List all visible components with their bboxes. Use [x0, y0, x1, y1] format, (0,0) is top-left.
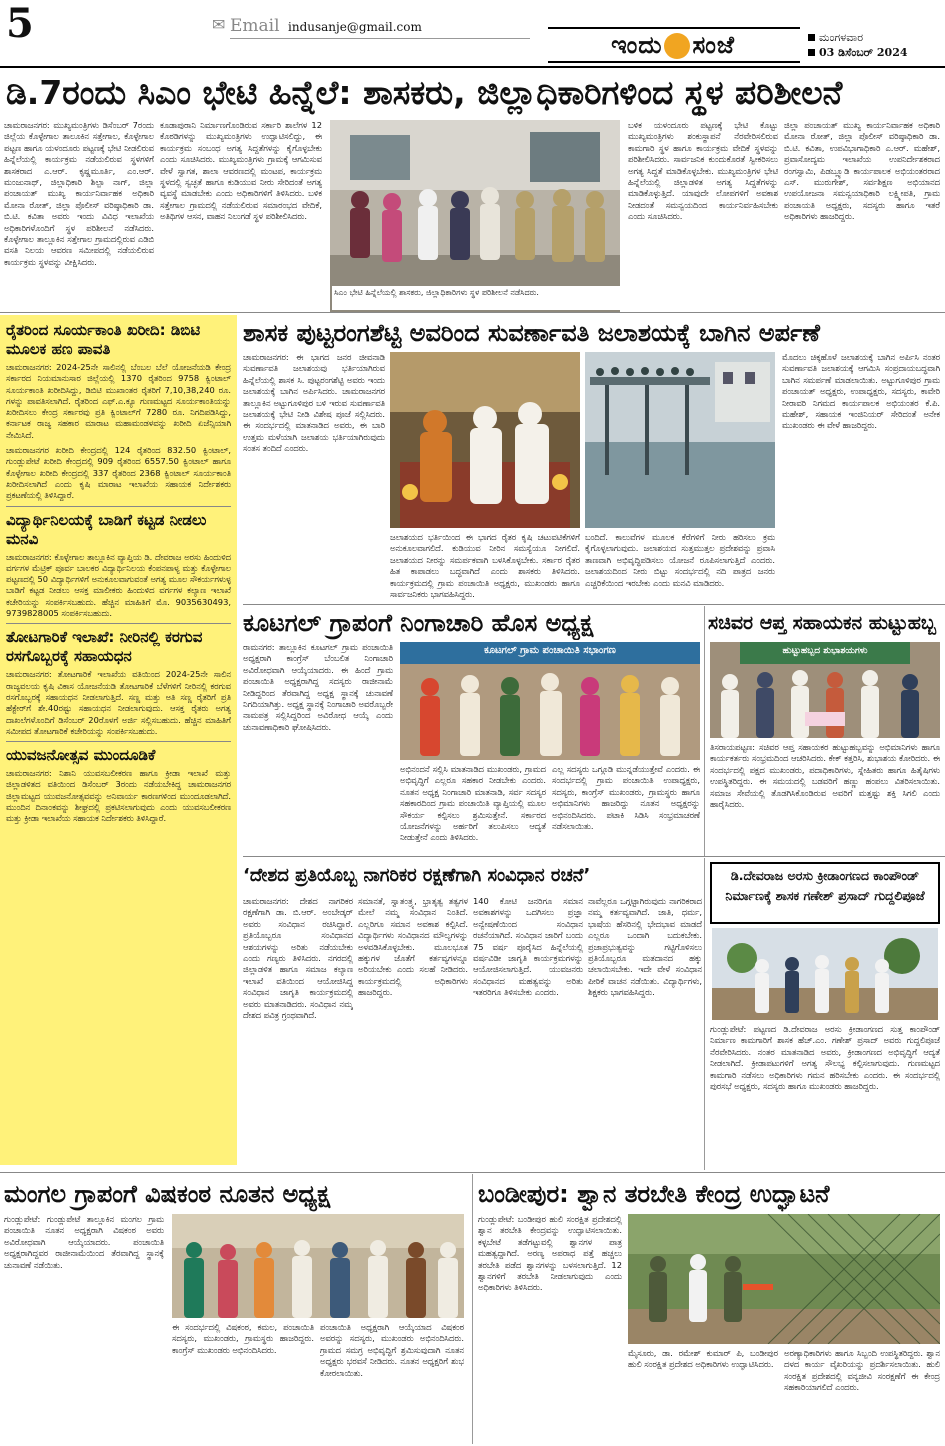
- yellow-s1-body2: ಚಾಮರಾಜನಗರ ಖರೀದಿ ಕೇಂದ್ರದಲ್ಲಿ 124 ರೈತರಿಂದ 832.50 ಕ್ವಿಂಟಾಲ್, ಗುಂಡ್ಲುಪೇಟೆ ಖರೀದಿ ಕೇಂದ್ರದಲ್ಲಿ 909 ರೈತರಿಂದ 6557.50 ಕ್ವಿಂಟಾಲ್ ಹಾಗೂ ಕೊಳ್ಳೇಗಾಲ ಖರೀದಿ ಕೇಂದ್ರದಲ್ಲಿ 337 ರೈತರಿಂದ 2368 ಕ್ವಿಂಟಾಲ್ ಸೂರ್ಯಕಾಂತಿ ಖರೀದಿಸಲಾಗಿದೆ ಎಂದು ಕೃಷಿ ಮಾರಾಟ ಇಲಾಖೆಯ ಸಹಾಯಕ ನಿರ್ದೇಶಕರು ಪ್ರಕಟಣೆಯಲ್ಲಿ ತಿಳಿಸಿದ್ದಾರೆ.: [6, 445, 231, 501]
- story7-caption: ಈ ಸಂದರ್ಭದಲ್ಲಿ ವಿಷಕಂಠ, ಕಮಲ, ಪಂಚಾಯಿತಿ ಸದಸ್ಯರು, ಮುಖಂಡರು, ಗ್ರಾಮಸ್ಥರು ಹಾಜರಿದ್ದರು. ಕಾಂಗ್ರೆಸ್ ಮುಖಂಡರು ಅಭಿನಂದಿಸಿದರು.: [172, 1322, 314, 1355]
- story6-headline[interactable]: ಡಿ.ದೇವರಾಜ ಅರಸು ಕ್ರೀಡಾಂಗಣದ ಕಾಂಪೌಂಡ್ ನಿರ್ಮಾಣಕ್ಕೆ ಶಾಸಕ ಗಣೇಶ್ ಪ್ರಸಾದ್ ಗುದ್ದಲಿಪೂಜೆ: [710, 862, 940, 924]
- story3-col1: ರಾಮನಗರ: ತಾಲ್ಲೂಕಿನ ಕೂಟಗಲ್ ಗ್ರಾಮ ಪಂಚಾಯಿತಿ ಅಧ್ಯಕ್ಷರಾಗಿ ಕಾಂಗ್ರೆಸ್ ಬೆಂಬಲಿತ ನಿಂಗಾಚಾರಿ ಅವಿರೋಧವಾಗಿ ಆಯ್ಕೆಯಾದರು. ಈ ಹಿಂದೆ ಗ್ರಾಮ ಪಂಚಾಯಿತಿ ಅಧ್ಯಕ್ಷರಾಗಿದ್ದ ಸದಸ್ಯರು ರಾಜೀನಾಮೆ ನೀಡಿದ್ದರಿಂದ ತೆರವಾಗಿದ್ದ ಅಧ್ಯಕ್ಷ ಸ್ಥಾನಕ್ಕೆ ಚುನಾವಣೆ ನಿಗದಿಯಾಗಿತ್ತು. ಅಧ್ಯಕ್ಷ ಸ್ಥಾನಕ್ಕೆ ನಿಂಗಾಚಾರಿ ಅವರೊಬ್ಬರೇ ನಾಮಪತ್ರ ಸಲ್ಲಿಸಿದ್ದರಿಂದ ಅವಿರೋಧ ಆಯ್ಕೆ ಎಂದು ಚುನಾವಣಾಧಿಕಾರಿ ಘೋಷಿಸಿದರು.: [243, 642, 393, 732]
- yellow-s4-headline[interactable]: ಯುವಜನೋತ್ಸವ ಮುಂದೂಡಿಕೆ: [6, 746, 156, 765]
- section-divider: [243, 604, 945, 605]
- story5-headline[interactable]: ‘ದೇಶದ ಪ್ರತಿಯೊಬ್ಬ ನಾಗರಿಕರ ರಕ್ಷಣೆಗಾಗಿ ಸಂವಿಧಾನ ರಚನೆ’: [243, 865, 591, 886]
- story8-headline[interactable]: ಬಂಡೀಪುರ: ಶ್ವಾನ ತರಬೇತಿ ಕೇಂದ್ರ ಉದ್ಘಾಟನೆ: [478, 1180, 830, 1208]
- reservoir-photo: [585, 352, 775, 528]
- story4-body: ತಿಸರಾಯಪಟ್ಟಣ: ಸಚಿವರ ಆಪ್ತ ಸಹಾಯಕರ ಹುಟ್ಟುಹಬ್ಬವನ್ನು ಅಭಿಮಾನಿಗಳು ಹಾಗೂ ಕಾರ್ಯಕರ್ತರು ಸಂಭ್ರಮದಿಂದ ಆಚರಿಸಿದರು. ಕೇಕ್ ಕತ್ತರಿಸಿ, ಶುಭಾಶಯ ಕೋರಿದರು. ಈ ಸಂದರ್ಭದಲ್ಲಿ ಪಕ್ಷದ ಮುಖಂಡರು, ಪದಾಧಿಕಾರಿಗಳು, ಸ್ನೇಹಿತರು ಹಾಗೂ ಹಿತೈಷಿಗಳು ಉಪಸ್ಥಿತರಿದ್ದರು. ಈ ಸಮಯದಲ್ಲಿ ಬಡವರಿಗೆ ಹಣ್ಣು ಹಂಪಲು ವಿತರಿಸಲಾಯಿತು. ಸಮಾಜ ಸೇವೆಯಲ್ಲಿ ತೊಡಗಿಸಿಕೊಂಡಿರುವ ಅವರಿಗೆ ಮತ್ತಷ್ಟು ಶಕ್ತಿ ಸಿಗಲಿ ಎಂದು ಹಾರೈಸಿದರು.: [710, 742, 940, 810]
- envelope-icon: ✉: [212, 15, 226, 34]
- story2-headline[interactable]: ಶಾಸಕ ಪುಟ್ಟರಂಗಶೆಟ್ಟಿ ಅವರಿಂದ ಸುವರ್ಣಾವತಿ ಜಲಾಶಯಕ್ಕೆ ಬಾಗಿನ ಅರ್ಪಣೆ: [243, 319, 820, 347]
- story7-headline[interactable]: ಮಂಗಲ ಗ್ರಾಪಂಗೆ ವಿಷಕಂಠ ನೂತನ ಅಧ್ಯಕ್ಷ: [4, 1180, 331, 1208]
- story6-body: ಗುಂಡ್ಲುಪೇಟೆ: ಪಟ್ಟಣದ ಡಿ.ದೇವರಾಜ ಅರಸು ಕ್ರೀಡಾಂಗಣದ ಸುತ್ತ ಕಾಂಪೌಂಡ್ ನಿರ್ಮಾಣ ಕಾಮಗಾರಿಗೆ ಶಾಸಕ ಹೆಚ್.ಎಂ. ಗಣೇಶ್ ಪ್ರಸಾದ್ ಅವರು ಗುದ್ದಲಿಪೂಜೆ ನೆರವೇರಿಸಿದರು. ನಂತರ ಮಾತನಾಡಿದ ಅವರು, ಕ್ರೀಡಾಂಗಣದ ಅಭಿವೃದ್ಧಿಗೆ ಆದ್ಯತೆ ನೀಡಲಾಗಿದೆ. ಕ್ರೀಡಾಪಟುಗಳಿಗೆ ಅಗತ್ಯ ಸೌಲಭ್ಯ ಕಲ್ಪಿಸಲಾಗುವುದು. ಗುಣಮಟ್ಟದ ಕಾಮಗಾರಿ ನಡೆಸಲು ಅಧಿಕಾರಿಗಳು ಗಮನ ಹರಿಸಬೇಕು ಎಂದರು. ಈ ಸಂದರ್ಭದಲ್ಲಿ ಪುರಸಭೆ ಅಧ್ಯಕ್ಷರು, ಸದಸ್ಯರು ಹಾಗೂ ಮುಖಂಡರು ಹಾಜರಿದ್ದರು.: [710, 1024, 940, 1092]
- page-number: 5: [6, 0, 34, 47]
- story8-photo: [628, 1214, 940, 1344]
- dam-puja-photo: [390, 352, 580, 528]
- newspaper-logo: [548, 30, 798, 60]
- column-rule: [704, 858, 705, 1170]
- story3-photo: [400, 642, 700, 760]
- yellow-s1-headline[interactable]: ರೈತರಿಂದ ಸೂರ್ಯಕಾಂತಿ ಖರೀದಿ: ಡಿಬಿಟಿ ಮೂಲಕ ಹಣ ಪಾವತಿ: [6, 321, 201, 358]
- yellow-divider: [6, 623, 231, 624]
- dateline: [808, 30, 908, 60]
- panchayat-banner-text: ಕೂಟಗಲ್ ಗ್ರಾಮ ಪಂಚಾಯಿತಿ ಸಭಾಂಗಣ: [484, 645, 616, 656]
- story5-col1: ಚಾಮರಾಜನಗರ: ದೇಶದ ನಾಗರಿಕರ ರಕ್ಷಣೆಗಾಗಿ ಡಾ. ಬಿ.ಆರ್. ಅಂಬೇಡ್ಕರ್ ಅವರು ಸಂವಿಧಾನ ರಚಿಸಿದ್ದಾರೆ. ಪ್ರತಿಯೊಬ್ಬರೂ ಸಂವಿಧಾನದ ಆಶಯಗಳನ್ನು ಅರಿತು ನಡೆಯಬೇಕು ಎಂದು ಗಣ್ಯರು ತಿಳಿಸಿದರು. ನಗರದಲ್ಲಿ ಜಿಲ್ಲಾಡಳಿತ ಹಾಗೂ ಸಮಾಜ ಕಲ್ಯಾಣ ಇಲಾಖೆ ವತಿಯಿಂದ ಆಯೋಜಿಸಿದ್ದ ಸಂವಿಧಾನ ಜಾಗೃತಿ ಕಾರ್ಯಕ್ರಮದಲ್ಲಿ ಅವರು ಮಾತನಾಡಿದರು. ಸಂವಿಧಾನ ನಮ್ಮ ದೇಶದ ಪವಿತ್ರ ಗ್ರಂಥವಾಗಿದೆ.: [243, 896, 353, 1021]
- story3-col2: ಅಭಿನಂದನೆ ಸಲ್ಲಿಸಿ ಮಾತನಾಡಿದ ಮುಖಂಡರು, ಗ್ರಾಮದ ಅಭಿವೃದ್ಧಿಗೆ ಎಲ್ಲರೂ ಸಹಕಾರ ನೀಡಬೇಕು ಎಂದರು. ನೂತನ ಅಧ್ಯಕ್ಷ ನಿಂಗಾಚಾರಿ ಮಾತನಾಡಿ, ಸರ್ವ ಸದಸ್ಯರ ಸಹಕಾರದಿಂದ ಗ್ರಾಮ ಪಂಚಾಯಿತಿ ವ್ಯಾಪ್ತಿಯಲ್ಲಿ ಮೂಲ ಸೌಕರ್ಯ ಕಲ್ಪಿಸಲು ಶ್ರಮಿಸುತ್ತೇನೆ. ಸರ್ಕಾರದ ಯೋಜನೆಗಳನ್ನು ಅರ್ಹರಿಗೆ ತಲುಪಿಸಲು ಆದ್ಯತೆ ನೀಡುತ್ತೇನೆ ಎಂದು ತಿಳಿಸಿದರು.: [400, 764, 546, 843]
- story6-photo: [712, 928, 938, 1020]
- story2-col1: ಚಾಮರಾಜನಗರ: ಈ ಭಾಗದ ಜನರ ಜೀವನಾಡಿ ಸುವರ್ಣಾವತಿ ಜಲಾಶಯವು ಭರ್ತಿಯಾಗಿರುವ ಹಿನ್ನೆಲೆಯಲ್ಲಿ ಶಾಸಕ ಸಿ. ಪುಟ್ಟರಂಗಶೆಟ್ಟಿ ಅವರು ಇಂದು ಜಲಾಶಯಕ್ಕೆ ಬಾಗಿನ ಅರ್ಪಿಸಿದರು. ಚಾಮರಾಜನಗರ ತಾಲ್ಲೂಕಿನ ಅಟ್ಟುಗೂಳಿಪುರ ಬಳಿ ಇರುವ ಸುವರ್ಣಾವತಿ ಜಲಾಶಯಕ್ಕೆ ಭೇಟಿ ನೀಡಿ ವಿಶೇಷ ಪೂಜೆ ಸಲ್ಲಿಸಿದರು. ಈ ಸಂದರ್ಭದಲ್ಲಿ ಮಾತನಾಡಿದ ಅವರು, ಈ ಬಾರಿ ಉತ್ತಮ ಮಳೆಯಾಗಿ ಜಲಾಶಯ ಭರ್ತಿಯಾಗಿರುವುದು ಸಂತಸ ತಂದಿದೆ ಎಂದರು.: [243, 352, 385, 454]
- email-address[interactable]: indusanje@gmail.com: [288, 20, 422, 34]
- weekday: ಮಂಗಳವಾರ: [819, 31, 864, 44]
- story2-col4: ಮೊದಲು ಚಿಕ್ಕಹೊಳೆ ಜಲಾಶಯಕ್ಕೆ ಬಾಗಿನ ಅರ್ಪಿಸಿ ನಂತರ ಸುವರ್ಣಾವತಿ ಜಲಾಶಯಕ್ಕೆ ಆಗಮಿಸಿ ಸಂಪ್ರದಾಯಬದ್ಧವಾಗಿ ಬಾಗಿನ ಸಮರ್ಪಣೆ ಮಾಡಲಾಯಿತು. ಅಟ್ಟುಗೂಳಿಪುರ ಗ್ರಾಮ ಪಂಚಾಯತ್ ಅಧ್ಯಕ್ಷರು, ಉಪಾಧ್ಯಕ್ಷರು, ಸದಸ್ಯರು, ಕಾವೇರಿ ನೀರಾವರಿ ನಿಗಮದ ಕಾರ್ಯಪಾಲಕ ಅಭಿಯಂತರ ಕೆ.ಪಿ. ಮಹೇಶ್, ಸಹಾಯಕ ಇಂಜಿನಿಯರ್ ಸೇರಿದಂತೆ ಅನೇಕ ಮುಖಂಡರು ಈ ವೇಳೆ ಹಾಜರಿದ್ದರು.: [782, 352, 940, 431]
- story8-col1: ಗುಂಡ್ಲುಪೇಟೆ: ಬಂಡೀಪುರ ಹುಲಿ ಸಂರಕ್ಷಿತ ಪ್ರದೇಶದಲ್ಲಿ ಶ್ವಾನ ತರಬೇತಿ ಕೇಂದ್ರವನ್ನು ಉದ್ಘಾಟಿಸಲಾಯಿತು. ಕಳ್ಳಬೇಟೆ ತಡೆಗಟ್ಟುವಲ್ಲಿ ಶ್ವಾನಗಳ ಪಾತ್ರ ಮಹತ್ವದ್ದಾಗಿದೆ. ಅರಣ್ಯ ಅಪರಾಧ ಪತ್ತೆ ಹಚ್ಚಲು ತರಬೇತಿ ಪಡೆದ ಶ್ವಾನಗಳನ್ನು ಬಳಸಲಾಗುತ್ತಿದೆ. 12 ಶ್ವಾನಗಳಿಗೆ ತರಬೇತಿ ನೀಡಲಾಗುವುದು ಎಂದು ಅಧಿಕಾರಿಗಳು ತಿಳಿಸಿದರು.: [478, 1214, 622, 1293]
- story7-col1: ಗುಂಡ್ಲುಪೇಟೆ: ಗುಂಡ್ಲುಪೇಟೆ ತಾಲ್ಲೂಕಿನ ಮಂಗಲ ಗ್ರಾಮ ಪಂಚಾಯಿತಿ ನೂತನ ಅಧ್ಯಕ್ಷರಾಗಿ ವಿಷಕಂಠ ಅವರು ಅವಿರೋಧವಾಗಿ ಆಯ್ಕೆಯಾದರು. ಪಂಚಾಯಿತಿ ಅಧ್ಯಕ್ಷರಾಗಿದ್ದವರ ರಾಜೀನಾಮೆಯಿಂದ ತೆರವಾಗಿದ್ದ ಸ್ಥಾನಕ್ಕೆ ಚುನಾವಣೆ ನಡೆಯಿತು.: [4, 1214, 164, 1270]
- yellow-news-column: [0, 315, 237, 1165]
- story4-headline[interactable]: ಸಚಿವರ ಆಪ್ತ ಸಹಾಯಕನ ಹುಟ್ಟುಹಬ್ಬ: [708, 612, 936, 634]
- section-divider: [243, 856, 945, 857]
- yellow-s2-headline[interactable]: ವಿದ್ಯಾರ್ಥಿನಿಲಯಕ್ಕೆ ಬಾಡಿಗೆ ಕಟ್ಟಡ ನೀಡಲು ಮನವಿ: [6, 510, 207, 548]
- story3-headline[interactable]: ಕೂಟಗಲ್ ಗ್ರಾಪಂಗೆ ನಿಂಗಾಚಾರಿ ಹೊಸ ಅಧ್ಯಕ್ಷ: [243, 609, 594, 637]
- story4-photo: [710, 642, 940, 738]
- story7-photo: [172, 1214, 464, 1318]
- story1-col4: ಬಳಿಕ ಯಳಂದೂರು ಪಟ್ಟಣಕ್ಕೆ ಭೇಟಿ ಕೊಟ್ಟು ಮುಖ್ಯಮಂತ್ರಿಗಳು ಶಂಕುಸ್ಥಾಪನೆ ನೆರವೇರಿಸಲಿರುವ ಕಾಮಗಾರಿ ಸ್ಥಳ ಹಾಗೂ ಕಾರ್ಯಕ್ರಮ ವೇದಿಕೆ ಸ್ಥಳವನ್ನು ಪರಿಶೀಲಿಸಿದರು. ಸಾರ್ವಜನಿಕ ಕುಂದುಕೊರತೆ ಸ್ವೀಕರಿಸಲು ಅಗತ್ಯ ಸಿದ್ದತೆ ಮಾಡಿಕೊಳ್ಳಬೇಕು. ಮುಖ್ಯಮಂತ್ರಿಗಳ ಭೇಟಿ ಹಿನ್ನೆಲೆಯಲ್ಲಿ ಜಿಲ್ಲಾಡಳಿತ ಅಗತ್ಯ ಸಿದ್ದತೆಗಳನ್ನು ಮಾಡಿಕೊಳ್ಳುತ್ತಿದೆ. ಯಾವುದೇ ಲೋಪಗಳಿಗೆ ಅವಕಾಶ ನೀಡದಂತೆ ಸಮನ್ವಯದಿಂದ ಕಾರ್ಯನಿರ್ವಹಿಸಬೇಕು ಎಂದು ಸೂಚಿಸಿದರು.: [628, 120, 778, 222]
- panchayat-felicitation-photo: [400, 642, 700, 760]
- story7-col3: ಪಂಚಾಯಿತಿ ಅಧ್ಯಕ್ಷರಾಗಿ ಆಯ್ಕೆಯಾದ ವಿಷಕಂಠ ಅವರನ್ನು ಸದಸ್ಯರು, ಮುಖಂಡರು ಅಭಿನಂದಿಸಿದರು. ಗ್ರಾಮದ ಸಮಗ್ರ ಅಭಿವೃದ್ಧಿಗೆ ಶ್ರಮಿಸುವುದಾಗಿ ನೂತನ ಅಧ್ಯಕ್ಷರು ಭರವಸೆ ನೀಡಿದರು. ನೂತನ ಅಧ್ಯಕ್ಷರಿಗೆ ಶುಭ ಕೋರಲಾಯಿತು.: [320, 1322, 464, 1378]
- story1-headline[interactable]: ಡಿ.7ರಂದು ಸಿಎಂ ಭೇಟಿ ಹಿನ್ನೆಲೆ: ಶಾಸಕರು, ಜಿಲ್ಲಾಧಿಕಾರಿಗಳಿಂದ ಸ್ಥಳ ಪರಿಶೀಲನೆ: [6, 73, 843, 112]
- sun-logo-icon: [664, 33, 690, 59]
- officials-inspection-photo: [330, 120, 620, 312]
- story1-photo: [330, 120, 620, 312]
- brand-left: ಇಂದು: [611, 31, 663, 59]
- yellow-s3-body: ಚಾಮರಾಜನಗರ: ತೋಟಗಾರಿಕೆ ಇಲಾಖೆಯ ವತಿಯಿಂದ 2024-25ನೇ ಸಾಲಿನ ರಾಜ್ಯವಲಯ ಕೃಷಿ ವಿಕಾಸ ಯೋಜನೆಯಡಿ ತೋಟಗಾರಿಕೆ ಬೆಳೆಗಳಿಗೆ ನೀರಿನಲ್ಲಿ ಕರಗುವ ರಸಗೊಬ್ಬರಕ್ಕೆ ಸಹಾಯಧನ ನೀಡಲಾಗುತ್ತಿದೆ. ಸಣ್ಣ ಮತ್ತು ಅತಿ ಸಣ್ಣ ರೈತರಿಗೆ ಪ್ರತಿ ಹೆಕ್ಟೇರ್‌ಗೆ ಶೇ.40ರಷ್ಟು ಸಹಾಯಧನ ನೀಡಲಾಗುವುದು. ಆಸಕ್ತ ರೈತರು ಅಗತ್ಯ ದಾಖಲೆಗಳೊಂದಿಗೆ ಡಿಸೆಂಬರ್ 20ರೊಳಗೆ ಅರ್ಜಿ ಸಲ್ಲಿಸಬಹುದು. ಹೆಚ್ಚಿನ ಮಾಹಿತಿಗೆ ಸಮೀಪದ ತೋಟಗಾರಿಕೆ ಕಚೇರಿಯನ್ನು ಸಂಪರ್ಕಿಸಬಹುದು.: [6, 669, 231, 736]
- story2-photo-puja: [390, 352, 580, 528]
- email-label: Email: [230, 16, 280, 36]
- story1-col1: ಚಾಮರಾಜನಗರ: ಮುಖ್ಯಮಂತ್ರಿಗಳು ಡಿಸೆಂಬರ್ 7ರಂದು ಜಿಲ್ಲೆಯ ಕೊಳ್ಳೇಗಾಲ ತಾಲೂಕಿನ ಸತ್ತೇಗಾಲ, ಕೊಳ್ಳೇಗಾಲ ಪಟ್ಟಣ ಹಾಗೂ ಯಳಂದೂರು ಪಟ್ಟಣಕ್ಕೆ ಭೇಟಿ ನೀಡಲಿರುವ ಹಿನ್ನೆಲೆಯಲ್ಲಿ ಕಾರ್ಯಕ್ರಮ ನಡೆಯಲಿರುವ ಸ್ಥಳಗಳಿಗೆ ಶಾಸಕರಾದ ಎ.ಆರ್. ಕೃಷ್ಣಮೂರ್ತಿ, ಎಂ.ಆರ್. ಮಂಜುನಾಥ್, ಜಿಲ್ಲಾಧಿಕಾರಿ ಶಿಲ್ಪಾ ನಾಗ್, ಜಿಲ್ಲಾ ಪಂಚಾಯತ್ ಮುಖ್ಯ ಕಾರ್ಯನಿರ್ವಾಹಕ ಅಧಿಕಾರಿ ಮೋನಾ ರೋತ್, ಜಿಲ್ಲಾ ಪೊಲೀಸ್ ವರಿಷ್ಠಾಧಿಕಾರಿ ಡಾ. ಬಿ.ಟಿ. ಕವಿತಾ ಅವರು ಇಂದು ವಿವಿಧ ಇಲಾಖೆಯ ಅಧಿಕಾರಿಗಳೊಂದಿಗೆ ಸ್ಥಳ ಪರಿಶೀಲನೆ ನಡೆಸಿದರು. ಕೊಳ್ಳೇಗಾಲ ತಾಲ್ಲೂಕಿನ ಸತ್ತೇಗಾಲ ಗ್ರಾಮದಲ್ಲಿರುವ ಎಡಿಬಿ ವಸತಿ ನಿಲಯ ಆವರಣ ಸಮೀಪದಲ್ಲಿ ನಡೆಯಲಿರುವ ಕಾರ್ಯಕ್ರಮ ಸ್ಥಳವನ್ನು ವೀಕ್ಷಿಸಿದರು.: [4, 120, 154, 267]
- yellow-s3-headline[interactable]: ತೋಟಗಾರಿಕೆ ಇಲಾಖೆ: ನೀರಿನಲ್ಲಿ ಕರಗುವ ರಸಗೊಬ್ಬರಕ್ಕೆ ಸಹಾಯಧನ: [6, 628, 203, 666]
- story2-col3: ಬಂದಿದೆ. ಕಾಲುವೆಗಳ ಮೂಲಕ ಕೆರೆಗಳಿಗೆ ನೀರು ಹರಿಸಲು ಕ್ರಮ ಕೈಗೊಳ್ಳಲಾಗುವುದು. ಜಲಾಶಯದ ಸುತ್ತಮುತ್ತಲ ಪ್ರದೇಶವನ್ನು ಪ್ರವಾಸಿ ತಾಣವಾಗಿ ಅಭಿವೃದ್ಧಿಪಡಿಸಲು ಯೋಜನೆ ರೂಪಿಸಲಾಗುತ್ತಿದೆ ಎಂದರು. ಜಲಾಶಯದಿಂದ ನೀರು ಬಿಟ್ಟು ಸಂದರ್ಭದಲ್ಲಿ ನದಿ ಪಾತ್ರದ ಜನರು ಎಚ್ಚರಿಕೆಯಿಂದ ಇರಬೇಕು ಎಂದು ಮನವಿ ಮಾಡಿದರು.: [585, 532, 775, 588]
- story3-col3: ಎಲ್ಲ ಸದಸ್ಯರು ಒಗ್ಗೂಡಿ ಮುನ್ನಡೆಯುತ್ತೇವೆ ಎಂದರು. ಈ ಸಂದರ್ಭದಲ್ಲಿ ಗ್ರಾಮ ಪಂಚಾಯಿತಿ ಉಪಾಧ್ಯಕ್ಷರು, ಸದಸ್ಯರು, ಕಾಂಗ್ರೆಸ್ ಮುಖಂಡರು, ಗ್ರಾಮಸ್ಥರು ಹಾಗೂ ಅಭಿಮಾನಿಗಳು ಹಾಜರಿದ್ದು ನೂತನ ಅಧ್ಯಕ್ಷರನ್ನು ಅಭಿನಂದಿಸಿದರು. ಪಟಾಕಿ ಸಿಡಿಸಿ ಸಂಭ್ರಮಾಚರಣೆ ನಡೆಸಲಾಯಿತು.: [552, 764, 700, 832]
- square-bullet-icon: [808, 49, 815, 56]
- yellow-s1-body1: ಚಾಮರಾಜನಗರ: 2024-25ನೇ ಸಾಲಿನಲ್ಲಿ ಬೆಂಬಲ ಬೆಲೆ ಯೋಜನೆಯಡಿ ಕೇಂದ್ರ ಸರ್ಕಾರದ ನಿಯಮಾನುಸಾರ ಜಿಲ್ಲೆಯಲ್ಲಿ 1370 ರೈತರಿಂದ 9758 ಕ್ವಿಂಟಾಲ್ ಸೂರ್ಯಕಾಂತಿ ಖರೀದಿಸಿದ್ದು, ಡಿಬಿಟಿ ಮುಖಾಂತರ ರೈತರಿಗೆ 7,10,38,240 ರೂ. ಗಳನ್ನು ಪಾವತಿಸಲಾಗಿದೆ. ರೈತರಿಂದ ಎಫ್.ಎ.ಕ್ಯೂ ಗುಣಮಟ್ಟದ ಸೂರ್ಯಕಾಂತಿಯನ್ನು ಖರೀದಿಸಲು ಕೇಂದ್ರ ಸರ್ಕಾರವು ಪ್ರತಿ ಕ್ವಿಂಟಾಲ್‌ಗೆ 7280 ರೂ. ನಿಗದಿಪಡಿಸಿದ್ದು, ಕರ್ನಾಟಕ ರಾಜ್ಯ ಸಹಕಾರ ಮಾರಾಟ ಮಹಾಮಂಡಳವನ್ನು ಖರೀದಿ ಏಜೆನ್ಸಿಯಾಗಿ ನೇಮಿಸಿದೆ.: [6, 362, 231, 440]
- dog-training-center-photo: [628, 1214, 940, 1344]
- story1-col2: ಕೂಡಾಪುರಾನಿ ನಿರ್ಮಾಣಗೊಂಡಿರುವ ಸರ್ಕಾರಿ ಶಾಲೆಗಳ 12 ಕೊಠಡಿಗಳನ್ನು ಮುಖ್ಯಮಂತ್ರಿಗಳು ಉದ್ಘಾಟಿಸಲಿದ್ದು, ಈ ಕಾರ್ಯಕ್ರಮ ಸಂಬಂಧ ಅಗತ್ಯ ಸಿದ್ದತೆಗಳನ್ನು ಕೈಗೊಳ್ಳಬೇಕು ಎಂದು ಸೂಚಿಸಿದರು. ಮುಖ್ಯಮಂತ್ರಿಗಳು ಗ್ರಾಮಕ್ಕೆ ಆಗಮಿಸುವ ವೇಳೆ ಸ್ವಾಗತ, ಶಾಲಾ ಆವರಣದಲ್ಲಿ ಮಂಟಪ, ಕಾರ್ಯಕ್ರಮ ಸ್ಥಳದಲ್ಲಿ ಸ್ವಚ್ಛತೆ ಹಾಗೂ ಕುಡಿಯುವ ನೀರು ಸೇರಿದಂತೆ ಅಗತ್ಯ ವ್ಯವಸ್ಥೆ ಮಾಡಬೇಕು ಎಂದು ಅಧಿಕಾರಿಗಳಿಗೆ ತಿಳಿಸಿದರು. ಬಳಿಕ ಸತ್ತೇಗಾಲ ಗ್ರಾಮದಲ್ಲಿ ನಡೆಯಲಿರುವ ಸಮಾರಂಭದ ವೇದಿಕೆ, ಅತಿಥಿಗಳ ಆಸನ, ವಾಹನ ನಿಲುಗಡೆ ಸ್ಥಳ ಪರಿಶೀಲಿಸಿದರು.: [160, 120, 322, 222]
- story5-col2: ಸಮಾನತೆ, ಸ್ವಾತಂತ್ರ್ಯ, ಭ್ರಾತೃತ್ವ ತತ್ವಗಳ ಮೇಲೆ ನಮ್ಮ ಸಂವಿಧಾನ ನಿಂತಿದೆ. ಎಲ್ಲರಿಗೂ ಸಮಾನ ಅವಕಾಶ ಕಲ್ಪಿಸಿದೆ. ವಿದ್ಯಾರ್ಥಿಗಳು ಸಂವಿಧಾನದ ಮೌಲ್ಯಗಳನ್ನು ಅಳವಡಿಸಿಕೊಳ್ಳಬೇಕು. ಮೂಲಭೂತ ಹಕ್ಕುಗಳ ಜೊತೆಗೆ ಕರ್ತವ್ಯಗಳನ್ನೂ ಅರಿಯಬೇಕು ಎಂದು ಸಲಹೆ ನೀಡಿದರು. ಕಾರ್ಯಕ್ರಮದಲ್ಲಿ ಅಧಿಕಾರಿಗಳು ಹಾಜರಿದ್ದರು.: [358, 896, 468, 998]
- story5-col4: ನಾವೆಲ್ಲರೂ ಒಗ್ಗಟ್ಟಾಗಿರುವುದು ನಾಗರಿಕರಾದ ನಮ್ಮ ಕರ್ತವ್ಯವಾಗಿದೆ. ಜಾತಿ, ಧರ್ಮ, ಭಾಷೆಯ ಹೆಸರಿನಲ್ಲಿ ಭೇದಭಾವ ಮಾಡದೆ ಎಲ್ಲರೂ ಒಂದಾಗಿ ಬದುಕಬೇಕು. ಪ್ರಜಾಪ್ರಭುತ್ವವನ್ನು ಗಟ್ಟಿಗೊಳಿಸಲು ಪ್ರತಿಯೊಬ್ಬರೂ ಮತದಾನದ ಹಕ್ಕು ಚಲಾಯಿಸಬೇಕು. ಇದೇ ವೇಳೆ ಸಂವಿಧಾನ ಪೀಠಿಕೆ ವಾಚನ ನಡೆಯಿತು. ವಿದ್ಯಾರ್ಥಿಗಳು, ಶಿಕ್ಷಕರು ಭಾಗವಹಿಸಿದ್ದರು.: [588, 896, 702, 998]
- date: 03 ಡಿಸೆಂಬರ್ 2024: [819, 46, 908, 59]
- masthead-divider: [0, 66, 945, 68]
- ground-breaking-photo: [712, 928, 938, 1020]
- birthday-celebration-photo: [710, 642, 940, 738]
- story8-col3: ಅರಣ್ಯಾಧಿಕಾರಿಗಳು ಹಾಗೂ ಸಿಬ್ಬಂದಿ ಉಪಸ್ಥಿತರಿದ್ದರು. ಶ್ವಾನ ದಳದ ಕಾರ್ಯ ವೈಖರಿಯನ್ನು ಪ್ರದರ್ಶಿಸಲಾಯಿತು. ಹುಲಿ ಸಂರಕ್ಷಿತ ಪ್ರದೇಶದಲ್ಲಿ ವನ್ಯಜೀವಿ ಸಂರಕ್ಷಣೆಗೆ ಈ ಕೇಂದ್ರ ಸಹಕಾರಿಯಾಗಲಿದೆ ಎಂದರು.: [784, 1348, 940, 1393]
- yellow-divider: [6, 741, 231, 742]
- story1-photo-caption: ಸಿಎಂ ಭೇಟಿ ಹಿನ್ನೆಲೆಯಲ್ಲಿ ಶಾಸಕರು, ಜಿಲ್ಲಾಧಿಕಾರಿಗಳು ಸ್ಥಳ ಪರಿಶೀಲನೆ ನಡೆಸಿದರು.: [332, 286, 620, 310]
- section-divider: [0, 312, 945, 313]
- column-rule: [472, 1174, 473, 1444]
- brand-right: ಸಂಜೆ: [692, 31, 735, 59]
- birthday-banner-text: ಹುಟ್ಟುಹಬ್ಬದ ಶುಭಾಶಯಗಳು: [782, 646, 868, 656]
- column-rule: [704, 606, 705, 856]
- square-bullet-icon: [808, 34, 815, 41]
- yellow-divider: [6, 506, 231, 507]
- story8-caption: ಮೈಸೂರು, ಡಾ. ರಮೇಶ್ ಕುಮಾರ್ ಪಿ, ಬಂಡೀಪುರ ಹುಲಿ ಸಂರಕ್ಷಿತ ಪ್ರದೇಶದ ಅಧಿಕಾರಿಗಳು ಉದ್ಘಾಟಿಸಿದರು.: [628, 1348, 778, 1370]
- story2-col2: ಜಲಾಶಯದ ಭರ್ತಿಯಿಂದ ಈ ಭಾಗದ ರೈತರ ಕೃಷಿ ಚಟುವಟಿಕೆಗಳಿಗೆ ಅನುಕೂಲವಾಗಲಿದೆ. ಕುಡಿಯುವ ನೀರಿನ ಸಮಸ್ಯೆಯೂ ನೀಗಲಿದೆ. ಜಲಾಶಯದ ನೀರನ್ನು ಸಮರ್ಪಕವಾಗಿ ಬಳಸಿಕೊಳ್ಳಬೇಕು. ಸರ್ಕಾರ ರೈತರ ಹಿತ ಕಾಪಾಡಲು ಬದ್ಧವಾಗಿದೆ ಎಂದು ಶಾಸಕರು ತಿಳಿಸಿದರು. ಕಾರ್ಯಕ್ರಮದಲ್ಲಿ ಗ್ರಾಮ ಪಂಚಾಯಿತಿ ಅಧ್ಯಕ್ಷರು, ಮುಖಂಡರು ಹಾಗೂ ಸಾರ್ವಜನಿಕರು ಭಾಗವಹಿಸಿದ್ದರು.: [390, 532, 580, 600]
- yellow-s2-body: ಚಾಮರಾಜನಗರ: ಕೊಳ್ಳೇಗಾಲ ತಾಲ್ಲೂಕಿನ ವ್ಯಾಪ್ತಿಯ ಡಿ. ದೇವರಾಜ ಅರಸು ಹಿಂದುಳಿದ ವರ್ಗಗಳ ಮೆಟ್ರಿಕ್ ಪೂರ್ವ ಬಾಲಕರ ವಿದ್ಯಾರ್ಥಿನಿಲಯ ಕೆಂಪನಪಾಳ್ಯ ಮತ್ತು ಕೊಳ್ಳೇಗಾಲ ಪಟ್ಟಣದಲ್ಲಿ 50 ವಿದ್ಯಾರ್ಥಿಗಳಿಗೆ ಅನುಕೂಲವಾಗುವಂತೆ ಅಗತ್ಯ ಮೂಲ ಸೌಕರ್ಯಗಳುಳ್ಳ ಬಾಡಿಗೆ ಕಟ್ಟಡ ನೀಡಲು ಆಸಕ್ತ ಮಾಲೀಕರು ಹಿಂದುಳಿದ ವರ್ಗಗಳ ಕಲ್ಯಾಣ ಇಲಾಖೆ ಕಚೇರಿಯನ್ನು ಸಂಪರ್ಕಿಸಬಹುದು. ಹೆಚ್ಚಿನ ಮಾಹಿತಿಗೆ ಮೊ. 9035630493, 9739828005 ಸಂಪರ್ಕಿಸಬಹುದು.: [6, 551, 231, 619]
- story2-photo-dam: [585, 352, 775, 528]
- masthead: [0, 0, 945, 68]
- story1-col5: ಜಿಲ್ಲಾ ಪಂಚಾಯತ್ ಮುಖ್ಯ ಕಾರ್ಯನಿರ್ವಾಹಕ ಅಧಿಕಾರಿ ಮೋನಾ ರೋತ್, ಜಿಲ್ಲಾ ಪೊಲೀಸ್ ವರಿಷ್ಠಾಧಿಕಾರಿ ಡಾ. ಬಿ.ಟಿ. ಕವಿತಾ, ಉಪವಿಭಾಗಾಧಿಕಾರಿ ಎ.ಆರ್. ಮಹೇಶ್, ಪ್ರವಾಸೋದ್ಯಮ ಇಲಾಖೆಯ ಉಪನಿರ್ದೇಶಕರಾದ ರಂಗಸ್ವಾಮಿ, ಪಿಡಬ್ಲ್ಯೂಡಿ ಕಾರ್ಯಪಾಲಕ ಅಭಿಯಂತರರಾದ ಎಸ್. ಮುರುಗೇಶ್, ಸರ್ವಶಿಕ್ಷಣ ಅಭಿಯಾನದ ಉಪಯೋಜನಾ ಸಮನ್ವಯಾಧಿಕಾರಿ ಲಕ್ಷ್ಮೀಪತಿ, ಗ್ರಾಮ ಪಂಚಾಯತಿ ಅಧ್ಯಕ್ಷರು, ಸದಸ್ಯರು ಹಾಗೂ ಇತರೆ ಅಧಿಕಾರಿಗಳು ಹಾಜರಿದ್ದರು.: [784, 120, 940, 222]
- yellow-s4-body: ಚಾಮರಾಜನಗರ: ನಿಶಾನಿ ಯುವಸಬಲೀಕರಣ ಹಾಗೂ ಕ್ರೀಡಾ ಇಲಾಖೆ ಮತ್ತು ಜಿಲ್ಲಾಡಳಿತದ ವತಿಯಿಂದ ಡಿಸೆಂಬರ್ 3ರಂದು ನಡೆಯಬೇಕಿದ್ದ ಚಾಮರಾಜನಗರ ಜಿಲ್ಲಾಮಟ್ಟದ ಯುವಜನೋತ್ಸವವನ್ನು ಅನಿವಾರ್ಯ ಕಾರಣಗಳಿಂದ ಮುಂದೂಡಲಾಗಿದೆ. ಮುಂದಿನ ದಿನಾಂಕವನ್ನು ಶೀಘ್ರದಲ್ಲಿ ಪ್ರಕಟಿಸಲಾಗುವುದು ಎಂದು ಯುವಸಬಲೀಕರಣ ಮತ್ತು ಕ್ರೀಡಾ ಇಲಾಖೆಯ ಸಹಾಯಕ ನಿರ್ದೇಶಕರು ತಿಳಿಸಿದ್ದಾರೆ.: [6, 768, 231, 824]
- gram-panchayat-president-photo: [172, 1214, 464, 1318]
- masthead-rule: [230, 38, 530, 39]
- section-divider: [0, 1172, 945, 1173]
- story5-col3: 140 ಕೋಟಿ ಜನರಿಗೂ ಸಮಾನ ಅವಕಾಶಗಳನ್ನು ಒದಗಿಸಲು ಪ್ರಜ್ಞಾ ಅನ್ವೇಷಣೆಯಿಂದ ಸಂವಿಧಾನ ರಚನೆಯಾಗಿದೆ. ಸಂವಿಧಾನ ಜಾರಿಗೆ ಬಂದು 75 ವರ್ಷ ಪೂರೈಸಿದ ಹಿನ್ನೆಲೆಯಲ್ಲಿ ವರ್ಷವಿಡೀ ಜಾಗೃತಿ ಕಾರ್ಯಕ್ರಮಗಳನ್ನು ಆಯೋಜಿಸಲಾಗುತ್ತಿದೆ. ಯುವಜನರು ಸಂವಿಧಾನದ ಮಹತ್ವವನ್ನು ಅರಿತು ಇತರರಿಗೂ ತಿಳಿಸಬೇಕು ಎಂದರು.: [473, 896, 583, 998]
